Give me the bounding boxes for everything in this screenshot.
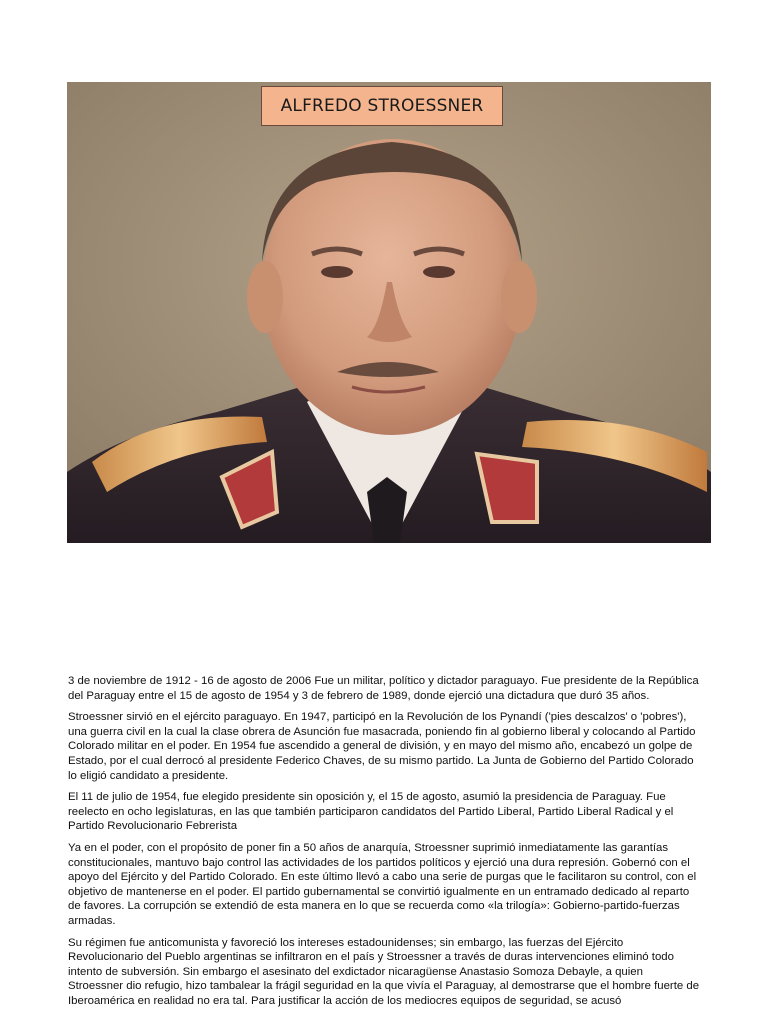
paragraph-election: El 11 de julio de 1954, fue elegido presidente sin oposición y, el 15 de agosto, asumió la presidencia de Paraguay. Fue reelecto en ocho legislaturas, en las que también participaron candidatos del Partido Liberal, Partido Liberal Radical y el Partido Revolucionario Febrerista <box>68 791 674 833</box>
paragraph-regime: Su régimen fue anticomunista y favoreció los intereses estadounidenses; sin embargo, las fuerzas del Ejército Revolucionario del Pueblo argentinas se infiltraron en el país y Stroessner a través de duras intervenciones eliminó todo intento de subversión. Sin embargo el asesinato del exdictador nicaragüense Anastasio Somoza Debayle, a quien Stroessner dio refugio, hizo tambalear la frágil seguridad en la que vivía el Paraguay, al demostrarse que el hombre fuerte de Iberoamérica en realidad no era tal. Para justificar la acción de los mediocres equipos de seguridad, se acusó <box>68 936 700 1007</box>
paragraph-military-career: Stroessner sirvió en el ejército paraguayo. En 1947, participó en la Revolución de los Pynandí ('pies descalzos' o 'pobres'), una guerra civil en la cual la clase obrera de Asunción fue masacrada, poniendo fin al gobierno liberal y colocando al Partido Colorado militar en el poder. En 1954 fue ascendido a general de división, y en mayo del mismo año, encabezó un golpe de Estado, por el cual derrocó al presidente Federico Chaves, de su mismo partido. La Junta de Gobierno del Partido Colorado lo eligió candidato a presidente. <box>68 711 696 782</box>
page-title: ALFREDO STROESSNER <box>261 86 503 126</box>
portrait-image <box>67 82 711 543</box>
paragraph-dates: 3 de noviembre de 1912 - 16 de agosto de 2006 Fue un militar, político y dictador paraguayo. Fue presidente de la República del Paraguay entre el 15 de agosto de 1954 y 3 de febrero de 1989, donde ejerció una dictadura que duró 35 años. <box>68 675 699 702</box>
paragraph-power: Ya en el poder, con el propósito de poner fin a 50 años de anarquía, Stroessner suprimió inmediatamente las garantías constitucionales, mantuvo bajo control las actividades de los partidos políticos y ejerció una dura represión. Gobernó con el apoyo del Ejército y del Partido Colorado. En este último llevó a cabo una serie de purgas que le facilitaron su control, con el objetivo de mantenerse en el poder. El partido gubernamental se convirtió igualmente en un entramado dedicado al reparto de favores. La corrupción se extendió de esta manera en lo que se recuerda como «la trilogía»: Gobierno-partido-fuerzas armadas. <box>68 841 697 927</box>
biography-text <box>68 674 700 1015</box>
portrait-illustration <box>67 82 711 543</box>
